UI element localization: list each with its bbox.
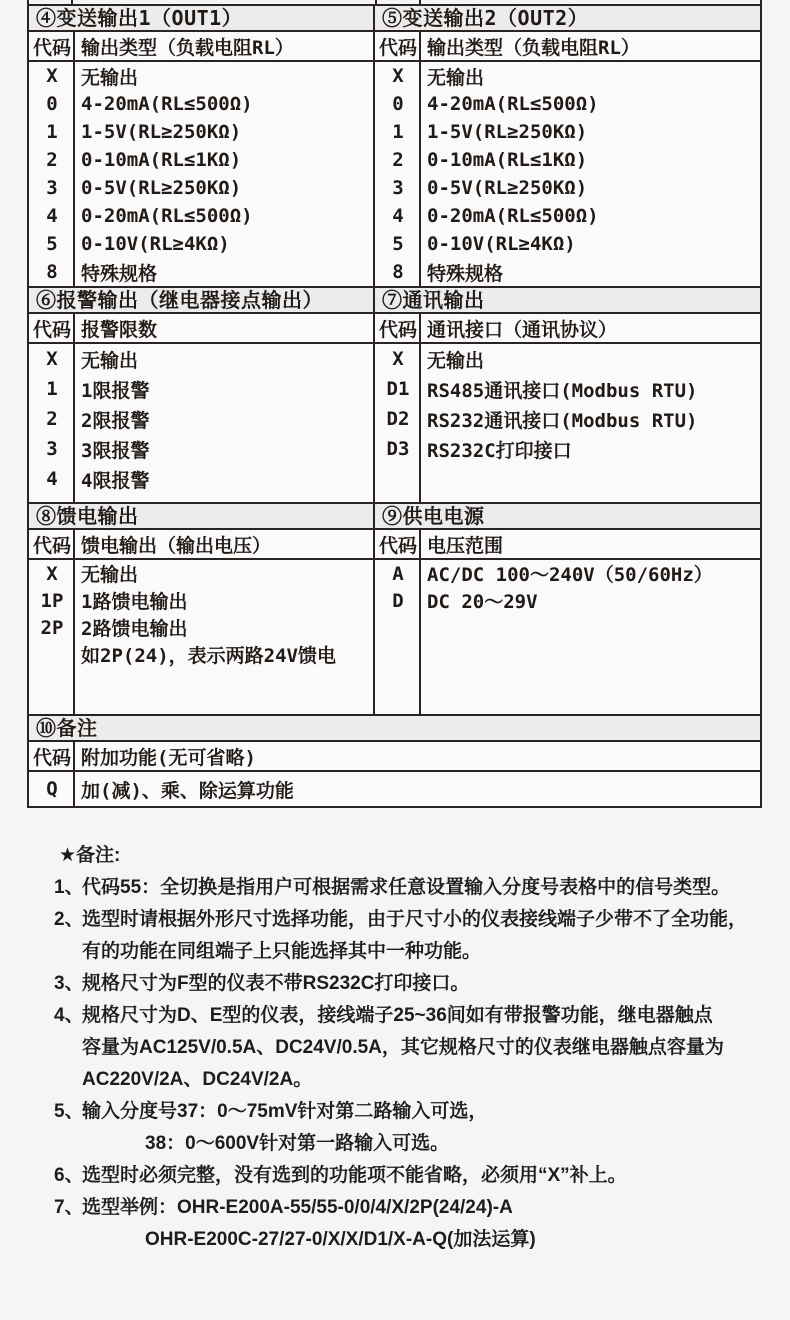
header-row [29,742,760,772]
table-row [29,614,373,641]
code-cell: 3 [46,438,58,460]
note-line: 规格尺寸为F型的仪表不带RS232C打印接口。 [82,973,470,994]
section-power [373,502,762,716]
table-row [375,434,760,464]
table-row [29,464,373,494]
desc-cell: 4-20mA(RL≤500Ω) [81,93,253,115]
note-item [54,1000,774,1096]
note-marker: 3、 [54,973,84,994]
header-row [29,530,373,560]
code-header: 代码 [32,534,71,557]
desc-header: 馈电输出（输出电压） [81,534,272,557]
desc-cell: 0-20mA(RL≤500Ω) [427,205,599,227]
code-header: 代码 [378,534,417,557]
table-row [29,641,373,668]
table-row [29,258,373,286]
desc-cell: 2路馈电输出 [81,618,188,640]
note-line: 选型时请根据外形尺寸选择功能，由于尺寸小的仪表接线端子少带不了全功能， [82,909,748,930]
table-row [375,90,760,118]
section-title: ⑧馈电输出 [29,504,373,530]
note-body [82,968,774,1000]
code-cell: Q [46,778,58,800]
desc-cell: 特殊规格 [427,262,504,285]
code-header: 代码 [378,318,417,341]
table-row [29,118,373,146]
table-power [375,530,760,714]
table-alarm [29,314,373,502]
code-cell: X [46,348,58,370]
desc-cell: 0-10V(RL≥4KΩ) [81,233,230,255]
notes-list [54,872,774,1256]
rows-alarm [29,344,373,494]
table-row [375,230,760,258]
note-item [54,872,774,904]
desc-header: 输出类型（负载电阻RL） [81,36,294,59]
code-cell: D2 [386,408,410,430]
desc-cell: AC/DC 100～240V（50/60Hz） [427,564,713,586]
note-line: 代码55：全切换是指用户可根据需求任意设置输入分度号表格中的信号类型。 [82,877,731,898]
desc-cell: 0-5V(RL≥250KΩ) [81,177,242,199]
note-line: 规格尺寸为D、E型的仪表，接线端子25~36间如有带报警功能，继电器触点 [82,1005,713,1026]
table-row [375,258,760,286]
note-line: 38：0～600V针对第一路输入可选。 [145,1133,450,1154]
desc-cell: 0-10mA(RL≤1KΩ) [81,149,242,171]
table-row [375,374,760,404]
desc-cell: 无输出 [81,349,139,372]
table-row [29,587,373,614]
desc-cell: RS485通讯接口(Modbus RTU) [427,379,698,402]
notes-title: ★备注: [59,845,121,866]
desc-header: 电压范围 [427,534,504,557]
section-alarm [27,286,375,504]
rows-power [375,560,760,614]
rows-out1 [29,62,373,286]
note-body [82,872,774,904]
section-out2 [373,4,762,288]
table-row [29,374,373,404]
section-title: ⑦通讯输出 [375,288,760,314]
header-row [29,32,373,62]
note-item [54,968,774,1000]
note-marker: 1、 [54,877,84,898]
note-body [82,904,774,968]
table-out1 [29,32,373,286]
desc-cell: DC 20～29V [427,591,538,613]
code-cell: 3 [46,177,58,199]
table-row [29,202,373,230]
rows-comm [375,344,760,464]
note-line: 输入分度号37：0～75mV针对第二路输入可选， [82,1101,488,1122]
desc-cell: 无输出 [81,564,139,586]
table-row [29,772,760,806]
rows-feed [29,560,373,668]
note-item [54,1160,774,1192]
table-row [29,146,373,174]
table-row [375,174,760,202]
code-cell: X [392,65,404,87]
code-cell: 1 [392,121,404,143]
table-feed [29,530,373,714]
section-title: ⑤变送输出2（OUT2） [375,6,760,32]
header-row [375,32,760,62]
selection-table [27,4,762,808]
note-marker: 2、 [54,909,84,930]
desc-cell: 0-10V(RL≥4KΩ) [427,233,576,255]
table-row [375,62,760,90]
code-cell: 1 [46,121,58,143]
table-row [375,344,760,374]
desc-cell: 0-10mA(RL≤1KΩ) [427,149,588,171]
table-row [29,230,373,258]
desc-header: 通讯接口（通讯协议） [427,318,618,341]
table-row [29,344,373,374]
code-cell: 2P [40,616,64,639]
code-cell: 2 [46,149,58,171]
code-cell: 4 [46,468,58,490]
table-row [375,587,760,614]
code-cell: X [46,562,58,585]
desc-cell: 无输出 [427,66,485,89]
note-body [82,1192,774,1256]
desc-cell: 4-20mA(RL≤500Ω) [427,93,599,115]
code-cell: 0 [392,93,404,115]
desc-header: 输出类型（负载电阻RL） [427,36,640,59]
note-line: 选型时必须完整，没有选到的功能项不能省略，必须用“X”补上。 [82,1165,627,1186]
code-cell: 3 [392,177,404,199]
code-cell: 4 [46,205,58,227]
table-row [29,62,373,90]
section-row-4 [27,714,762,808]
desc-cell: 加(减)、乘、除运算功能 [81,779,294,802]
code-header: 代码 [32,36,71,59]
rows-remark [29,772,760,806]
section-title: ⑩备注 [29,716,760,742]
desc-cell: 无输出 [81,66,139,89]
note-body [82,1000,774,1096]
rows-out2 [375,62,760,286]
code-cell: 4 [392,205,404,227]
desc-cell: 2限报警 [81,409,150,432]
desc-cell: 4限报警 [81,469,150,492]
code-cell: 2 [392,149,404,171]
code-cell: 5 [392,233,404,255]
note-line: AC220V/2A、DC24V/2A。 [82,1069,313,1090]
section-row-3 [27,502,762,716]
table-row [29,404,373,434]
note-body [82,1160,774,1192]
note-item [54,904,774,968]
note-line: 容量为AC125V/0.5A、DC24V/0.5A，其它规格尺寸的仪表继电器触点容量为 [82,1037,724,1058]
note-marker: 5、 [54,1101,84,1122]
section-comm [373,286,762,504]
section-title: ⑨供电电源 [375,504,760,530]
desc-cell: 3限报警 [81,439,150,462]
section-feed [27,502,375,716]
desc-cell: 1-5V(RL≥250KΩ) [427,121,588,143]
desc-header: 报警限数 [81,318,158,341]
code-header: 代码 [378,36,417,59]
note-line: OHR-E200C-27/27-0/X/X/D1/X-A-Q(加法运算) [145,1229,536,1250]
desc-cell: 如2P(24)，表示两路24V馈电 [81,645,336,667]
code-cell: 2 [46,408,58,430]
note-marker: 7、 [54,1197,84,1218]
code-cell: 8 [392,261,404,283]
section-row-1 [27,4,762,288]
table-row [375,202,760,230]
note-body [82,1096,774,1160]
desc-cell: 1路馈电输出 [81,591,188,613]
table-row [29,434,373,464]
code-cell: X [392,348,404,370]
note-item [54,1096,774,1160]
table-row [375,560,760,587]
desc-header: 附加功能(无可省略) [81,746,256,769]
notes [54,840,774,1256]
code-header: 代码 [32,318,71,341]
desc-cell: 无输出 [427,349,485,372]
code-cell: A [392,562,404,585]
code-cell: 8 [46,261,58,283]
code-cell: 1 [46,378,58,400]
code-cell: D3 [386,438,410,460]
note-marker: 4、 [54,1005,84,1026]
code-cell: D [392,589,404,612]
section-title: ④变送输出1（OUT1） [29,6,373,32]
note-item [54,1192,774,1256]
code-cell: 0 [46,93,58,115]
header-row [375,530,760,560]
table-row [29,90,373,118]
section-remark [27,714,762,808]
table-row [29,560,373,587]
section-title: ⑥报警输出（继电器接点输出） [29,288,373,314]
table-row [375,404,760,434]
table-comm [375,314,760,502]
desc-cell: 0-5V(RL≥250KΩ) [427,177,588,199]
section-row-2 [27,286,762,504]
desc-cell: 1限报警 [81,379,150,402]
table-remark [29,742,760,806]
section-out1 [27,4,375,288]
note-line: 选型举例：OHR-E200A-55/55-0/0/4/X/2P(24/24)-A [82,1197,513,1218]
desc-cell: 0-20mA(RL≤500Ω) [81,205,253,227]
code-cell: 1P [40,589,64,612]
desc-cell: RS232通讯接口(Modbus RTU) [427,409,698,432]
header-row [29,314,373,344]
note-marker: 6、 [54,1165,84,1186]
code-cell: D1 [386,378,410,400]
desc-cell: RS232C打印接口 [427,439,572,462]
code-cell: 5 [46,233,58,255]
header-row [375,314,760,344]
table-row [375,118,760,146]
desc-cell: 特殊规格 [81,262,158,285]
note-line: 有的功能在同组端子上只能选择其中一种功能。 [82,941,482,962]
table-row [29,174,373,202]
table-row [375,146,760,174]
desc-cell: 1-5V(RL≥250KΩ) [81,121,242,143]
table-out2 [375,32,760,286]
code-header: 代码 [32,746,71,769]
code-cell: X [46,65,58,87]
